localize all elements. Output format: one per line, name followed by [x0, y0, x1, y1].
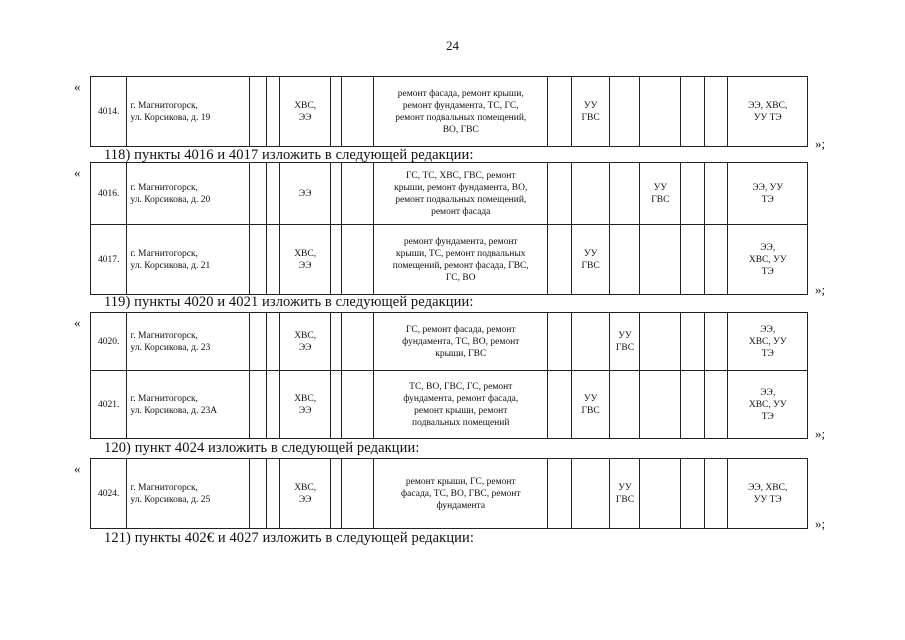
cell	[331, 371, 342, 439]
cell: ХВС, ЭЭ	[279, 459, 331, 529]
table-row	[91, 459, 808, 529]
open-quote: «	[74, 79, 81, 94]
cell	[331, 459, 342, 529]
row-number: 4016.	[91, 163, 127, 225]
cell: УУ ГВС	[571, 225, 610, 295]
cell: УУ ГВС	[640, 163, 681, 225]
cell	[571, 459, 610, 529]
cell	[548, 371, 572, 439]
cell	[342, 163, 374, 225]
cell	[640, 225, 681, 295]
address-cell: г. Магнитогорск, ул. Корсикова, д. 21	[127, 225, 249, 295]
works-cell: ГС, ТС, ХВС, ГВС, ремонт крыши, ремонт фундамента, ВО, ремонт подвальных помещений, ремонт фасада	[374, 163, 548, 225]
cell	[249, 459, 266, 529]
cell: УУ ГВС	[610, 313, 640, 371]
cell: УУ ГВС	[571, 77, 610, 147]
cell: ЭЭ, ХВС, УУ ТЭ	[728, 77, 808, 147]
close-quote: »;	[815, 426, 826, 441]
cell	[681, 313, 705, 371]
cell	[681, 459, 705, 529]
cell	[342, 459, 374, 529]
close-quote: »;	[815, 136, 826, 151]
cell	[640, 371, 681, 439]
instruction-118: 118) пункты 4016 и 4017 изложить в следующей редакции:	[104, 147, 474, 163]
address-cell: г. Магнитогорск, ул. Корсикова, д. 25	[127, 459, 249, 529]
cell	[342, 313, 374, 371]
cell	[571, 313, 610, 371]
row-number: 4021.	[91, 371, 127, 439]
table-row	[91, 371, 808, 439]
cell	[331, 163, 342, 225]
address-cell: г. Магнитогорск, ул. Корсикова, д. 19	[127, 77, 249, 147]
works-cell: ремонт крыши, ГС, ремонт фасада, ТС, ВО, ГВС, ремонт фундамента	[374, 459, 548, 529]
cell	[267, 459, 280, 529]
cell	[331, 225, 342, 295]
cell: ХВС, ЭЭ	[279, 225, 331, 295]
works-cell: ГС, ремонт фасада, ремонт фундамента, ТС, ВО, ремонт крыши, ГВС	[374, 313, 548, 371]
cell: ЭЭ, ХВС, УУ ТЭ	[728, 313, 808, 371]
registry-table-4014	[90, 76, 808, 147]
cell	[249, 313, 266, 371]
instruction-120: 120) пункт 4024 изложить в следующей редакции:	[104, 440, 420, 456]
cell	[267, 77, 280, 147]
cell	[704, 225, 728, 295]
row-number: 4017.	[91, 225, 127, 295]
cell	[267, 313, 280, 371]
works-cell: ремонт фундамента, ремонт крыши, ТС, ремонт подвальных помещений, ремонт фасада, ГВС, ГС, ВО	[374, 225, 548, 295]
cell	[249, 77, 266, 147]
instruction-119: 119) пункты 4020 и 4021 изложить в следующей редакции:	[104, 294, 474, 310]
works-cell: ремонт фасада, ремонт крыши, ремонт фундамента, ТС, ГС, ремонт подвальных помещений, ВО, ГВС	[374, 77, 548, 147]
address-cell: г. Магнитогорск, ул. Корсикова, д. 23А	[127, 371, 249, 439]
cell: ЭЭ	[279, 163, 331, 225]
cell	[548, 77, 572, 147]
cell: ЭЭ, ХВС, УУ ТЭ	[728, 459, 808, 529]
cell	[681, 225, 705, 295]
table-row	[91, 163, 808, 225]
cell	[640, 459, 681, 529]
table-row	[91, 77, 808, 147]
cell	[704, 313, 728, 371]
row-number: 4014.	[91, 77, 127, 147]
open-quote: «	[74, 165, 81, 180]
cell	[610, 371, 640, 439]
cell	[610, 225, 640, 295]
instruction-121: 121) пункты 402€ и 4027 изложить в следующей редакции:	[104, 530, 475, 546]
cell	[331, 313, 342, 371]
cell	[548, 313, 572, 371]
cell: УУ ГВС	[571, 371, 610, 439]
cell	[704, 459, 728, 529]
cell	[704, 77, 728, 147]
cell: ЭЭ, ХВС, УУ ТЭ	[728, 371, 808, 439]
works-cell: ТС, ВО, ГВС, ГС, ремонт фундамента, ремонт фасада, ремонт крыши, ремонт подвальных помещений	[374, 371, 548, 439]
cell	[640, 313, 681, 371]
cell	[704, 371, 728, 439]
cell	[610, 163, 640, 225]
cell	[548, 459, 572, 529]
cell	[267, 225, 280, 295]
address-cell: г. Магнитогорск, ул. Корсикова, д. 23	[127, 313, 249, 371]
cell: ЭЭ, УУ ТЭ	[728, 163, 808, 225]
registry-table-4016-4017	[90, 162, 808, 295]
cell	[640, 77, 681, 147]
cell	[571, 163, 610, 225]
page-number: 24	[446, 38, 459, 53]
close-quote: »;	[815, 516, 826, 531]
cell	[249, 371, 266, 439]
close-quote: »;	[815, 282, 826, 297]
cell	[342, 77, 374, 147]
address-cell: г. Магнитогорск, ул. Корсикова, д. 20	[127, 163, 249, 225]
cell	[267, 371, 280, 439]
open-quote: «	[74, 315, 81, 330]
table-row	[91, 313, 808, 371]
registry-table-4024	[90, 458, 808, 529]
cell	[681, 77, 705, 147]
cell: ХВС, ЭЭ	[279, 313, 331, 371]
cell	[681, 163, 705, 225]
cell	[548, 163, 572, 225]
open-quote: «	[74, 461, 81, 476]
cell	[267, 163, 280, 225]
cell	[681, 371, 705, 439]
cell: ХВС, ЭЭ	[279, 77, 331, 147]
cell	[342, 371, 374, 439]
cell	[249, 225, 266, 295]
cell	[704, 163, 728, 225]
cell	[342, 225, 374, 295]
cell	[610, 77, 640, 147]
row-number: 4024.	[91, 459, 127, 529]
cell	[548, 225, 572, 295]
cell	[249, 163, 266, 225]
cell: ЭЭ, ХВС, УУ ТЭ	[728, 225, 808, 295]
row-number: 4020.	[91, 313, 127, 371]
cell: УУ ГВС	[610, 459, 640, 529]
cell	[331, 77, 342, 147]
cell: ХВС, ЭЭ	[279, 371, 331, 439]
table-row	[91, 225, 808, 295]
registry-table-4020-4021	[90, 312, 808, 439]
